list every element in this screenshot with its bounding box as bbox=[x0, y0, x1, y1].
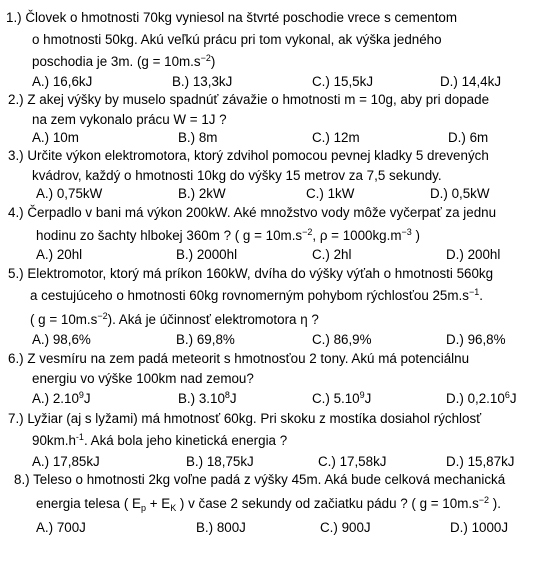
question-3-option-d: D.) 0,5kW bbox=[430, 186, 490, 201]
question-5-option-d: D.) 96,8% bbox=[446, 332, 506, 347]
question-2-option-d: D.) 6m bbox=[448, 130, 489, 145]
question-1-option-c: C.) 15,5kJ bbox=[312, 74, 374, 89]
question-6-option-b: B.) 3.10$^8$J bbox=[178, 390, 237, 406]
question-4-text-line: 4.) Čerpadlo v bani má výkon 200kW. Aké množstvo vody môže vyčerpať za jednu bbox=[8, 205, 497, 220]
question-3-text-line: kvádrov, každý o hmotnosti 10kg do výšky 15 metrov za 7,5 sekundy. bbox=[32, 168, 442, 183]
question-2-option-b: B.) 8m bbox=[178, 130, 218, 145]
question-5-option-b: B.) 69,8% bbox=[176, 332, 235, 347]
question-1-text-line: o hmotnosti 50kg. Akú veľkú prácu pri tom vykonal, ak výška jedného bbox=[32, 32, 442, 47]
question-7-option-d: D.) 15,87kJ bbox=[446, 454, 515, 469]
question-6-option-d: D.) 0,2.10$^6$J bbox=[446, 390, 517, 406]
question-5-text-line: 5.) Elektromotor, ktorý má príkon 160kW, dvíha do výšky výťah o hmotnosti 560kg bbox=[8, 266, 494, 281]
question-7-text-line: 7.) Lyžiar (aj s lyžami) má hmotnosť 60kg. Pri skoku z mostíka dosiahol rýchlosť bbox=[8, 411, 482, 426]
question-8-option-d: D.) 1000J bbox=[450, 520, 509, 535]
question-2-option-a: A.) 10m bbox=[32, 130, 79, 145]
question-7-option-c: C.) 17,58kJ bbox=[318, 454, 387, 469]
question-1-option-d: D.) 14,4kJ bbox=[440, 74, 502, 89]
question-4-option-d: D.) 200hl bbox=[446, 247, 501, 262]
question-2-text-line: na zem vykonalo prácu W = 1J ? bbox=[32, 112, 227, 127]
question-5-text-line: ( $g = 10m.s^{-2}$). Aká je účinnosť elektromotora η ? bbox=[30, 311, 319, 327]
question-3-option-a: A.) 0,75kW bbox=[36, 186, 103, 201]
question-5-option-a: A.) 98,6% bbox=[32, 332, 91, 347]
question-8-option-b: B.) 800J bbox=[196, 520, 246, 535]
question-6-option-a: A.) 2.10$^9$J bbox=[32, 390, 91, 406]
question-8-option-a: A.) 700J bbox=[36, 520, 86, 535]
question-1-text-line: 1.) Človek o hmotnosti 70kg vyniesol na štvrté poschodie vrece s cementom bbox=[6, 10, 458, 25]
question-1-option-a: A.) 16,6kJ bbox=[32, 74, 93, 89]
question-5-text-line: a cestujúceho o hmotnosti 60kg rovnomerným pohybom rýchlosťou $25m.s^{-1}$. bbox=[30, 287, 483, 303]
question-2-text-line: 2.) Z akej výšky by muselo spadnúť závažie o hmotnosti m = 10g, aby pri dopade bbox=[8, 92, 490, 107]
question-4-option-b: B.) 2000hl bbox=[176, 247, 238, 262]
question-3-text-line: 3.) Určite výkon elektromotora, ktorý zdvihol pomocou pevnej kladky 5 drevených bbox=[8, 148, 489, 163]
question-8-text-line: energia telesa ( $E_p + E_K$ ) v čase 2 sekundy od začiatku pádu ? ( $g = 10m.s^{-2}$ ). bbox=[36, 495, 501, 513]
question-8-option-c: C.) 900J bbox=[320, 520, 371, 535]
question-5-option-c: C.) 86,9% bbox=[312, 332, 372, 347]
question-2-option-c: C.) 12m bbox=[312, 130, 360, 145]
question-6-text-line: 6.) Z vesmíru na zem padá meteorit s hmotnosťou 2 tony. Akú má potenciálnu bbox=[8, 351, 470, 366]
question-7-option-b: B.) 18,75kJ bbox=[186, 454, 254, 469]
question-8-text-line: 8.) Teleso o hmotnosti 2kg voľne padá z výšky 45m. Aká bude celková mechanická bbox=[14, 472, 506, 487]
question-7-option-a: A.) 17,85kJ bbox=[32, 454, 100, 469]
question-3-option-b: B.) 2kW bbox=[178, 186, 226, 201]
question-4-option-c: C.) 2hl bbox=[312, 247, 352, 262]
question-6-option-c: C.) 5.10$^9$J bbox=[312, 390, 372, 406]
question-4-text-line: hodinu zo šachty hlbokej 360m ? ( $g = 10m.s^{-2}$, $\rho = 1000kg.m^{-3}$ ) bbox=[36, 227, 420, 243]
question-1-option-b: B.) 13,3kJ bbox=[172, 74, 233, 89]
question-6-text-line: energiu vo výške 100km nad zemou? bbox=[32, 371, 254, 386]
question-1-text-line: poschodia je 3m. $(g = 10m.s^{-2})$ bbox=[32, 53, 216, 69]
question-4-option-a: A.) 20hl bbox=[36, 247, 83, 262]
question-3-option-c: C.) 1kW bbox=[306, 186, 355, 201]
question-7-text-line: $90km.h^{-1}$. Aká bola jeho kinetická energia ? bbox=[32, 432, 288, 448]
